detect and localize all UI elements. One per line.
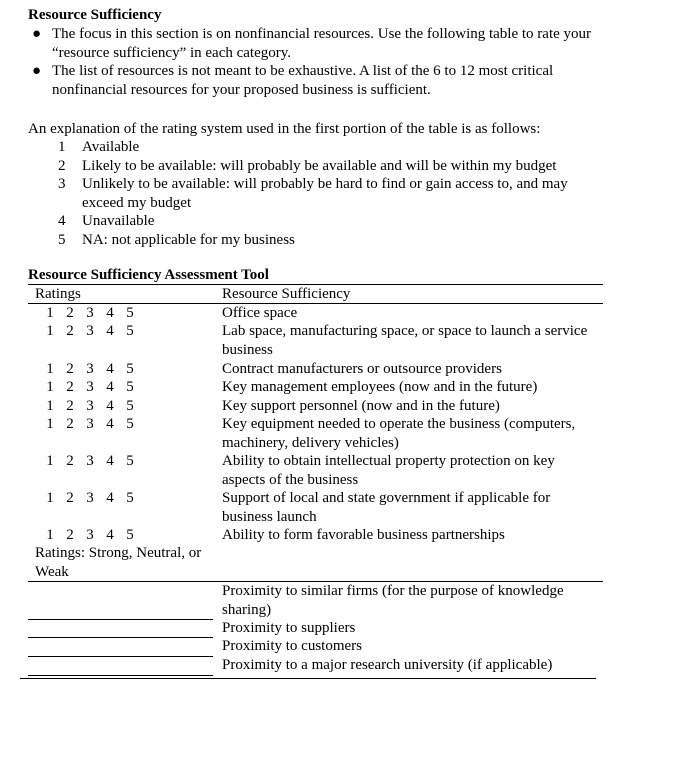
rating-blank-line[interactable] xyxy=(28,675,213,676)
rating-option-2[interactable]: 2 xyxy=(66,305,74,321)
resource-item: Contract manufacturers or outsource providers xyxy=(222,361,502,377)
scale-text: Unlikely to be available: will probably be hard to find or gain access to, and may exceed my budget xyxy=(82,176,568,211)
rating-option-4[interactable]: 4 xyxy=(106,527,114,543)
rating-option-2[interactable]: 2 xyxy=(66,527,74,543)
rating-option-1[interactable]: 1 xyxy=(46,305,54,321)
scale-text: Unavailable xyxy=(82,213,155,230)
rating-option-1[interactable]: 1 xyxy=(46,490,54,506)
rating-option-5[interactable]: 5 xyxy=(126,361,134,377)
rating-option-3[interactable]: 3 xyxy=(86,305,94,321)
rating-option-2[interactable]: 2 xyxy=(66,416,74,432)
resource-item: Lab space, manufacturing space, or space to launch a service business xyxy=(222,323,588,358)
scale-number: 4 xyxy=(58,213,66,230)
rating-option-4[interactable]: 4 xyxy=(106,453,114,469)
rating-option-3[interactable]: 3 xyxy=(86,361,94,377)
scale-text: Available xyxy=(82,139,140,155)
rating-option-1[interactable]: 1 xyxy=(46,361,54,377)
scale-number: 2 xyxy=(58,157,66,174)
scale-item xyxy=(58,157,618,176)
list-item xyxy=(28,25,608,62)
rating-option-4[interactable]: 4 xyxy=(106,490,114,506)
rating-option-5[interactable]: 5 xyxy=(126,490,134,506)
rating-options xyxy=(28,489,178,508)
rating-options xyxy=(28,322,178,341)
rating-option-4[interactable]: 4 xyxy=(106,305,114,321)
resource-header: Resource Sufficiency xyxy=(222,286,351,302)
rating-options xyxy=(28,304,178,323)
rating-option-1[interactable]: 1 xyxy=(46,416,54,432)
rating-option-1[interactable]: 1 xyxy=(46,453,54,469)
instructions-list xyxy=(28,25,608,99)
rating-option-3[interactable]: 3 xyxy=(86,453,94,469)
scale-item xyxy=(58,175,618,212)
rating-option-5[interactable]: 5 xyxy=(126,323,134,339)
rating-option-5[interactable]: 5 xyxy=(126,416,134,432)
rating-option-1[interactable]: 1 xyxy=(46,398,54,414)
rating-options xyxy=(28,526,178,545)
rating-options xyxy=(28,452,178,471)
rating-option-4[interactable]: 4 xyxy=(106,361,114,377)
rating-option-2[interactable]: 2 xyxy=(66,398,74,414)
rating-scale xyxy=(58,138,618,250)
rating-option-3[interactable]: 3 xyxy=(86,398,94,414)
resource-item: Ability to form favorable business partnerships xyxy=(222,527,505,543)
resource-item: Office space xyxy=(222,305,298,321)
scale-number: 3 xyxy=(58,176,66,193)
scale-text: Likely to be available: will probably be available and will be within my budget xyxy=(82,157,557,174)
rating-option-5[interactable]: 5 xyxy=(126,398,134,414)
bullet-text: The list of resources is not meant to be exhaustive. A list of the 6 to 12 most critical nonfinancial resources for your proposed business is sufficient. xyxy=(52,63,554,98)
resource-item: Key equipment needed to operate the business (computers, machinery, delivery vehicles) xyxy=(222,416,576,451)
rating-option-2[interactable]: 2 xyxy=(66,490,74,506)
rating-option-3[interactable]: 3 xyxy=(86,527,94,543)
proximity-item: Proximity to suppliers xyxy=(222,620,356,636)
rating-option-2[interactable]: 2 xyxy=(66,379,74,395)
section-title: Resource Sufficiency xyxy=(28,7,162,23)
rating-option-5[interactable]: 5 xyxy=(126,527,134,543)
proximity-item: Proximity to a major research university (if applicable) xyxy=(222,657,553,673)
rating-blank-line[interactable] xyxy=(28,619,213,620)
rating-option-5[interactable]: 5 xyxy=(126,305,134,321)
rating-option-2[interactable]: 2 xyxy=(66,453,74,469)
rating-option-4[interactable]: 4 xyxy=(106,379,114,395)
resource-item: Support of local and state government if applicable for business launch xyxy=(222,490,551,525)
resource-item: Key support personnel (now and in the future) xyxy=(222,398,500,414)
rating-blank-line[interactable] xyxy=(28,656,213,657)
rating-option-3[interactable]: 3 xyxy=(86,323,94,339)
rating-option-1[interactable]: 1 xyxy=(46,379,54,395)
scale-item xyxy=(58,231,618,250)
scale-number: 5 xyxy=(58,231,66,248)
rating-option-5[interactable]: 5 xyxy=(126,453,134,469)
rating-option-3[interactable]: 3 xyxy=(86,379,94,395)
rating-option-4[interactable]: 4 xyxy=(106,323,114,339)
divider xyxy=(20,678,596,679)
bullet-icon: ● xyxy=(32,63,42,80)
rating-option-1[interactable]: 1 xyxy=(46,323,54,339)
tool-title: Resource Sufficiency Assessment Tool xyxy=(28,267,269,283)
rating-option-2[interactable]: 2 xyxy=(66,323,74,339)
resource-item: Key management employees (now and in the future) xyxy=(222,379,538,395)
scale-item xyxy=(58,212,618,231)
rating-blank-line[interactable] xyxy=(28,637,213,638)
rating-option-4[interactable]: 4 xyxy=(106,416,114,432)
rating-option-1[interactable]: 1 xyxy=(46,527,54,543)
rating-option-4[interactable]: 4 xyxy=(106,398,114,414)
list-item xyxy=(28,62,608,99)
resource-item: Ability to obtain intellectual property protection on key aspects of the business xyxy=(222,453,555,488)
scale-text: NA: not applicable for my business xyxy=(82,231,295,248)
rating-option-5[interactable]: 5 xyxy=(126,379,134,395)
second-ratings-label: Ratings: Strong, Neutral, or Weak xyxy=(35,545,202,580)
rating-option-2[interactable]: 2 xyxy=(66,361,74,377)
proximity-item: Proximity to similar firms (for the purpose of knowledge sharing) xyxy=(222,583,564,618)
rating-option-3[interactable]: 3 xyxy=(86,490,94,506)
rating-option-3[interactable]: 3 xyxy=(86,416,94,432)
scale-item xyxy=(58,138,618,157)
rating-options xyxy=(28,360,178,379)
proximity-item: Proximity to customers xyxy=(222,638,362,654)
rating-options xyxy=(28,378,178,397)
rating-options xyxy=(28,415,178,434)
rating-options xyxy=(28,397,178,416)
bullet-text: The focus in this section is on nonfinancial resources. Use the following table to rate your “resource sufficiency” in each category. xyxy=(52,26,592,61)
explanation-text: An explanation of the rating system used in the first portion of the table is as follows: xyxy=(28,121,541,137)
ratings-header: Ratings xyxy=(35,286,81,302)
bullet-icon: ● xyxy=(32,26,42,42)
scale-number: 1 xyxy=(58,139,66,155)
